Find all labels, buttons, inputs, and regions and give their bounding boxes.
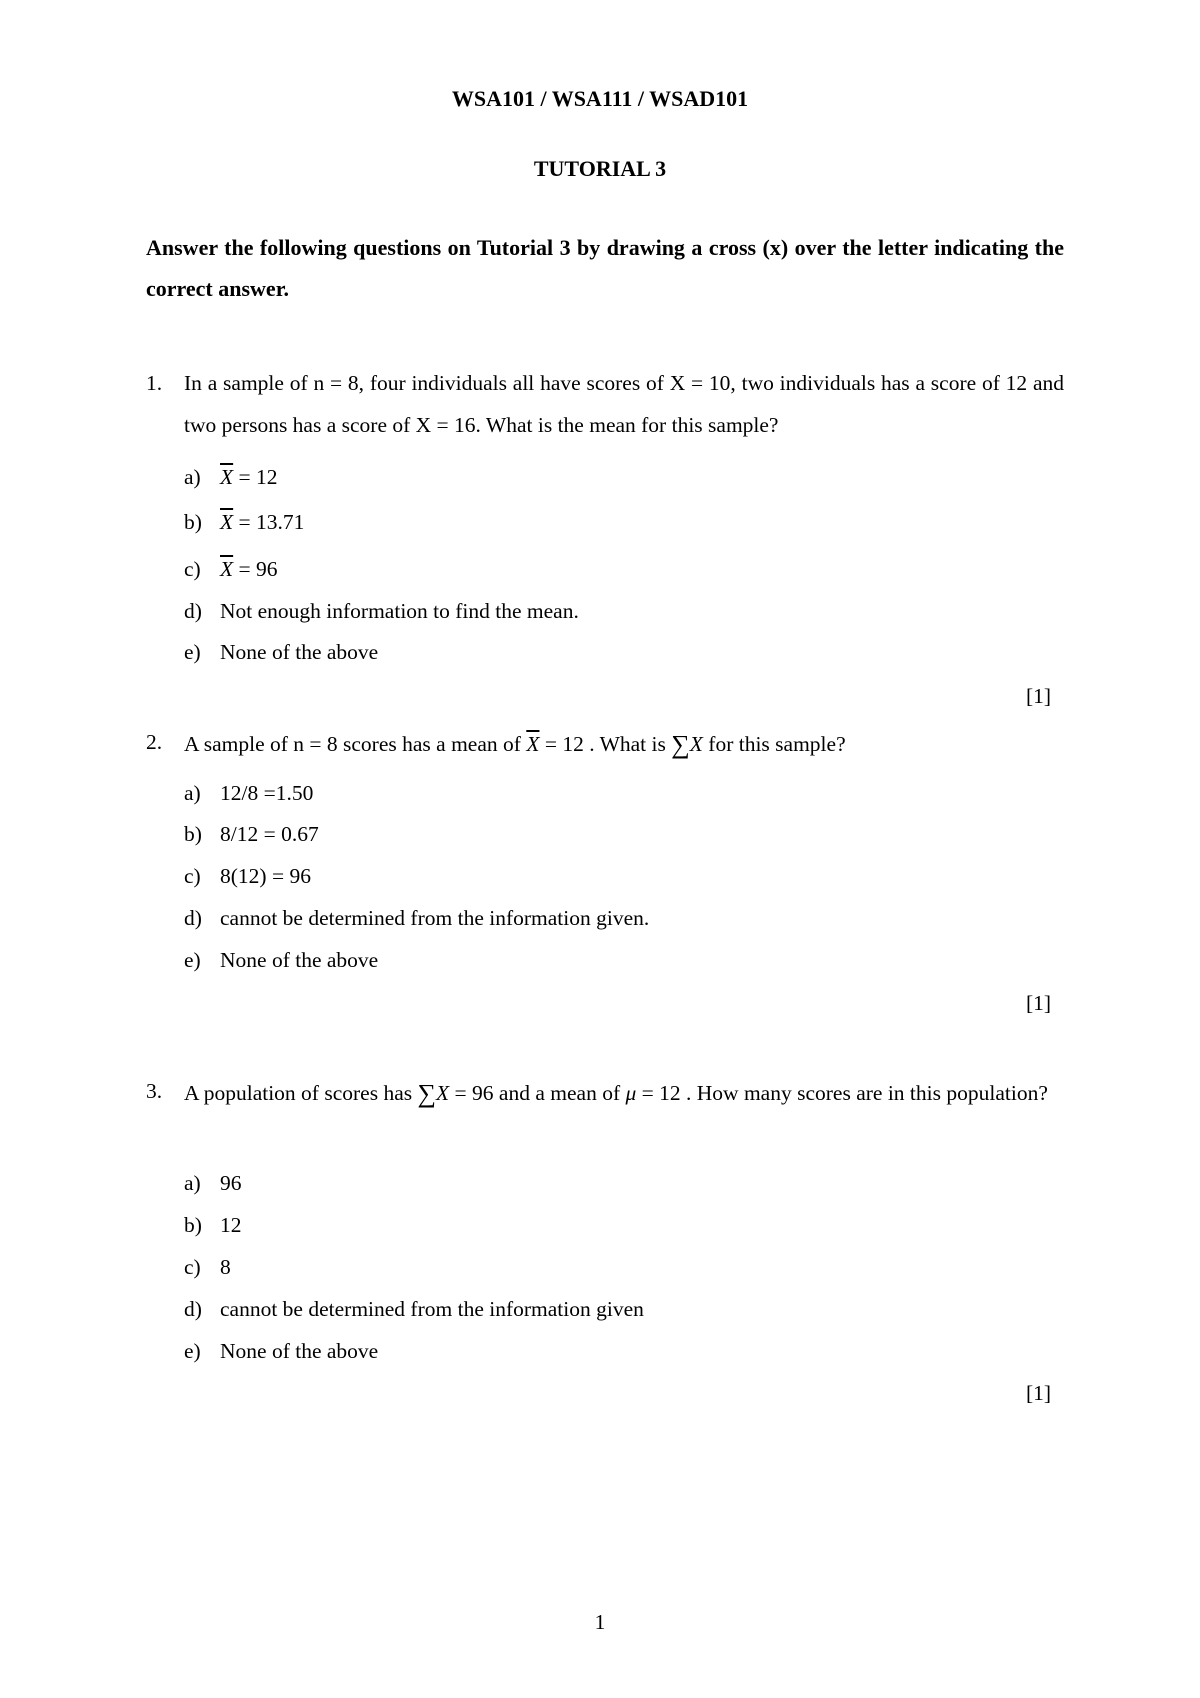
option-letter: a) xyxy=(184,465,201,489)
text-part: A population of scores has xyxy=(184,1081,418,1105)
option-letter: d) xyxy=(184,599,202,623)
x-bar-symbol: $\overline{X}$ xyxy=(526,732,540,756)
option-letter: e) xyxy=(184,640,201,664)
instructions: Answer the following questions on Tutorial 3 by drawing a cross (x) over the letter indicating the correct answer. xyxy=(146,235,1064,301)
option-letter: c) xyxy=(184,557,201,581)
option-b xyxy=(220,510,304,535)
text-part: for this sample? xyxy=(702,732,846,756)
question-number: 1. xyxy=(146,371,163,395)
option-c: 8 xyxy=(220,1255,231,1279)
option-e: None of the above xyxy=(220,1339,379,1363)
option-letter: c) xyxy=(184,1255,201,1279)
mu-symbol: μ xyxy=(625,1081,637,1105)
option-d: cannot be determined from the information given. xyxy=(220,906,650,930)
question-text xyxy=(184,730,846,760)
option-letter: b) xyxy=(184,822,202,846)
option-letter: c) xyxy=(184,864,201,888)
question-number: 2. xyxy=(146,730,163,754)
option-letter: e) xyxy=(184,1339,201,1363)
text-part: = 12 . What is xyxy=(539,732,672,756)
marks-label: [1] xyxy=(1026,684,1052,708)
x-bar-symbol: $\overline{X}$ xyxy=(220,557,234,581)
text-part: = 96 and a mean of xyxy=(449,1081,626,1105)
option-a: 96 xyxy=(220,1171,242,1195)
option-c: 8(12) = 96 xyxy=(220,864,311,888)
question-text: In a sample of n = 8, four individuals all have scores of X = 10, two individuals has a score of 12 and two persons has a score of X = 16. What is the mean for this sample? xyxy=(184,371,1064,437)
marks-label: [1] xyxy=(1026,991,1052,1015)
option-letter: b) xyxy=(184,1213,202,1237)
option-text: = 12 xyxy=(233,465,278,489)
option-e: None of the above xyxy=(220,640,379,664)
option-b: 12 xyxy=(220,1213,242,1237)
question-text xyxy=(184,1068,1064,1119)
option-b: 8/12 = 0.67 xyxy=(220,822,319,846)
option-letter: d) xyxy=(184,1297,202,1321)
option-letter: e) xyxy=(184,948,201,972)
x-bar-symbol: $\overline{X}$ xyxy=(220,510,234,534)
x-bar-symbol: $\overline{X}$ xyxy=(220,465,234,489)
option-d: Not enough information to find the mean. xyxy=(220,599,579,623)
option-letter: d) xyxy=(184,906,202,930)
text-part: A sample of n = 8 scores has a mean of xyxy=(184,732,527,756)
option-letter: b) xyxy=(184,510,202,534)
course-codes: WSA101 / WSA111 / WSAD101 xyxy=(451,86,749,111)
option-e: None of the above xyxy=(220,948,379,972)
page-number: 1 xyxy=(594,1610,606,1634)
option-text: = 13.71 xyxy=(233,510,305,534)
x-symbol: X xyxy=(436,1081,450,1105)
x-symbol: X xyxy=(689,732,703,756)
option-letter: a) xyxy=(184,781,201,805)
option-a xyxy=(220,465,278,490)
option-a: 12/8 =1.50 xyxy=(220,781,314,805)
question-number: 3. xyxy=(146,1079,163,1103)
text-part: = 12 . How many scores are in this population? xyxy=(636,1081,1048,1105)
option-text: = 96 xyxy=(233,557,278,581)
option-letter: a) xyxy=(184,1171,201,1195)
tutorial-title: TUTORIAL 3 xyxy=(533,156,667,181)
marks-label: [1] xyxy=(1026,1381,1052,1405)
option-d: cannot be determined from the information given xyxy=(220,1297,644,1321)
option-c xyxy=(220,557,278,582)
sigma-icon: ∑ xyxy=(417,1079,437,1108)
sigma-icon: ∑ xyxy=(671,730,690,759)
